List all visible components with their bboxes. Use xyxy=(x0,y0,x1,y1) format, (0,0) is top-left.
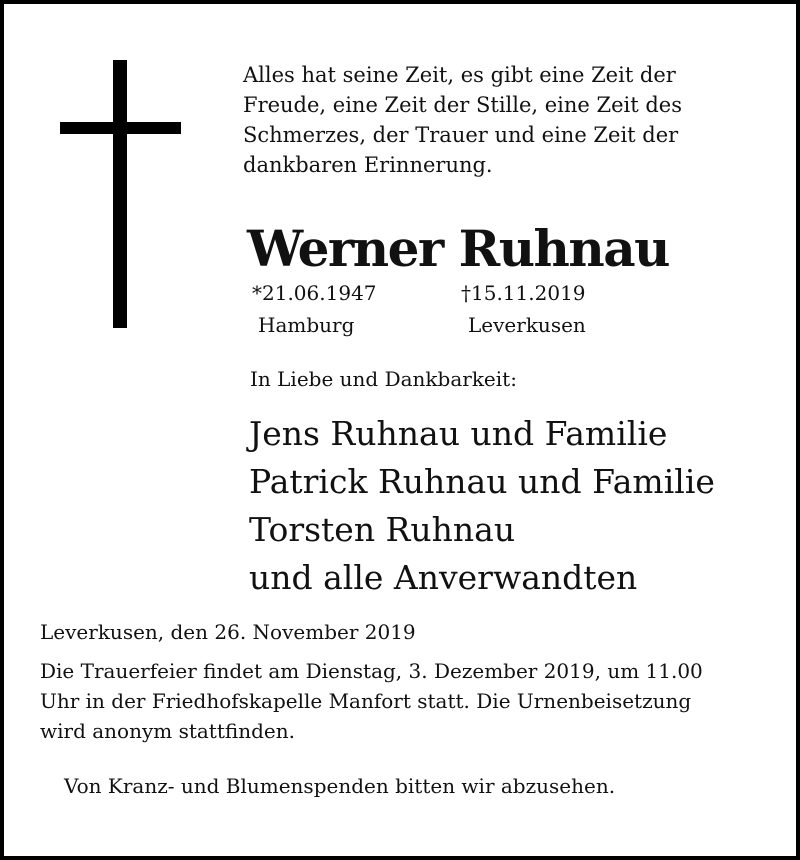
cross-vertical-bar xyxy=(113,60,127,328)
death-date: †15.11.2019 xyxy=(461,281,586,305)
quote xyxy=(243,60,723,180)
mourner: Torsten Ruhnau xyxy=(249,510,516,549)
mourner: Patrick Ruhnau und Familie xyxy=(249,462,715,501)
dedication: In Liebe und Dankbarkeit: xyxy=(250,367,517,391)
birth-place: Hamburg xyxy=(258,313,355,337)
mourner: Jens Ruhnau und Familie xyxy=(249,414,668,453)
deceased-name: Werner Ruhnau xyxy=(247,219,670,278)
quote-line: Freude, eine Zeit der Stille, eine Zeit des xyxy=(243,93,683,117)
service-line: Die Trauerfeier findet am Dienstag, 3. Dezember 2019, um 11.00 xyxy=(40,659,703,683)
cross-horizontal-bar xyxy=(60,122,181,134)
death-place: Leverkusen xyxy=(468,313,586,337)
place-date: Leverkusen, den 26. November 2019 xyxy=(40,620,416,644)
birth-date: *21.06.1947 xyxy=(252,281,377,305)
quote-line: Alles hat seine Zeit, es gibt eine Zeit der xyxy=(243,63,676,87)
mourners-list xyxy=(249,410,715,602)
quote-line: dankbaren Erinnerung. xyxy=(243,153,493,177)
quote-line: Schmerzes, der Trauer und eine Zeit der xyxy=(243,123,679,147)
mourner: und alle Anverwandten xyxy=(249,558,638,597)
service-line: wird anonym stattfinden. xyxy=(40,719,295,743)
service-info xyxy=(40,656,770,746)
service-line: Uhr in der Friedhofskapelle Manfort statt. Die Urnenbeisetzung xyxy=(40,689,692,713)
flowers-note: Von Kranz- und Blumenspenden bitten wir abzusehen. xyxy=(64,774,616,798)
